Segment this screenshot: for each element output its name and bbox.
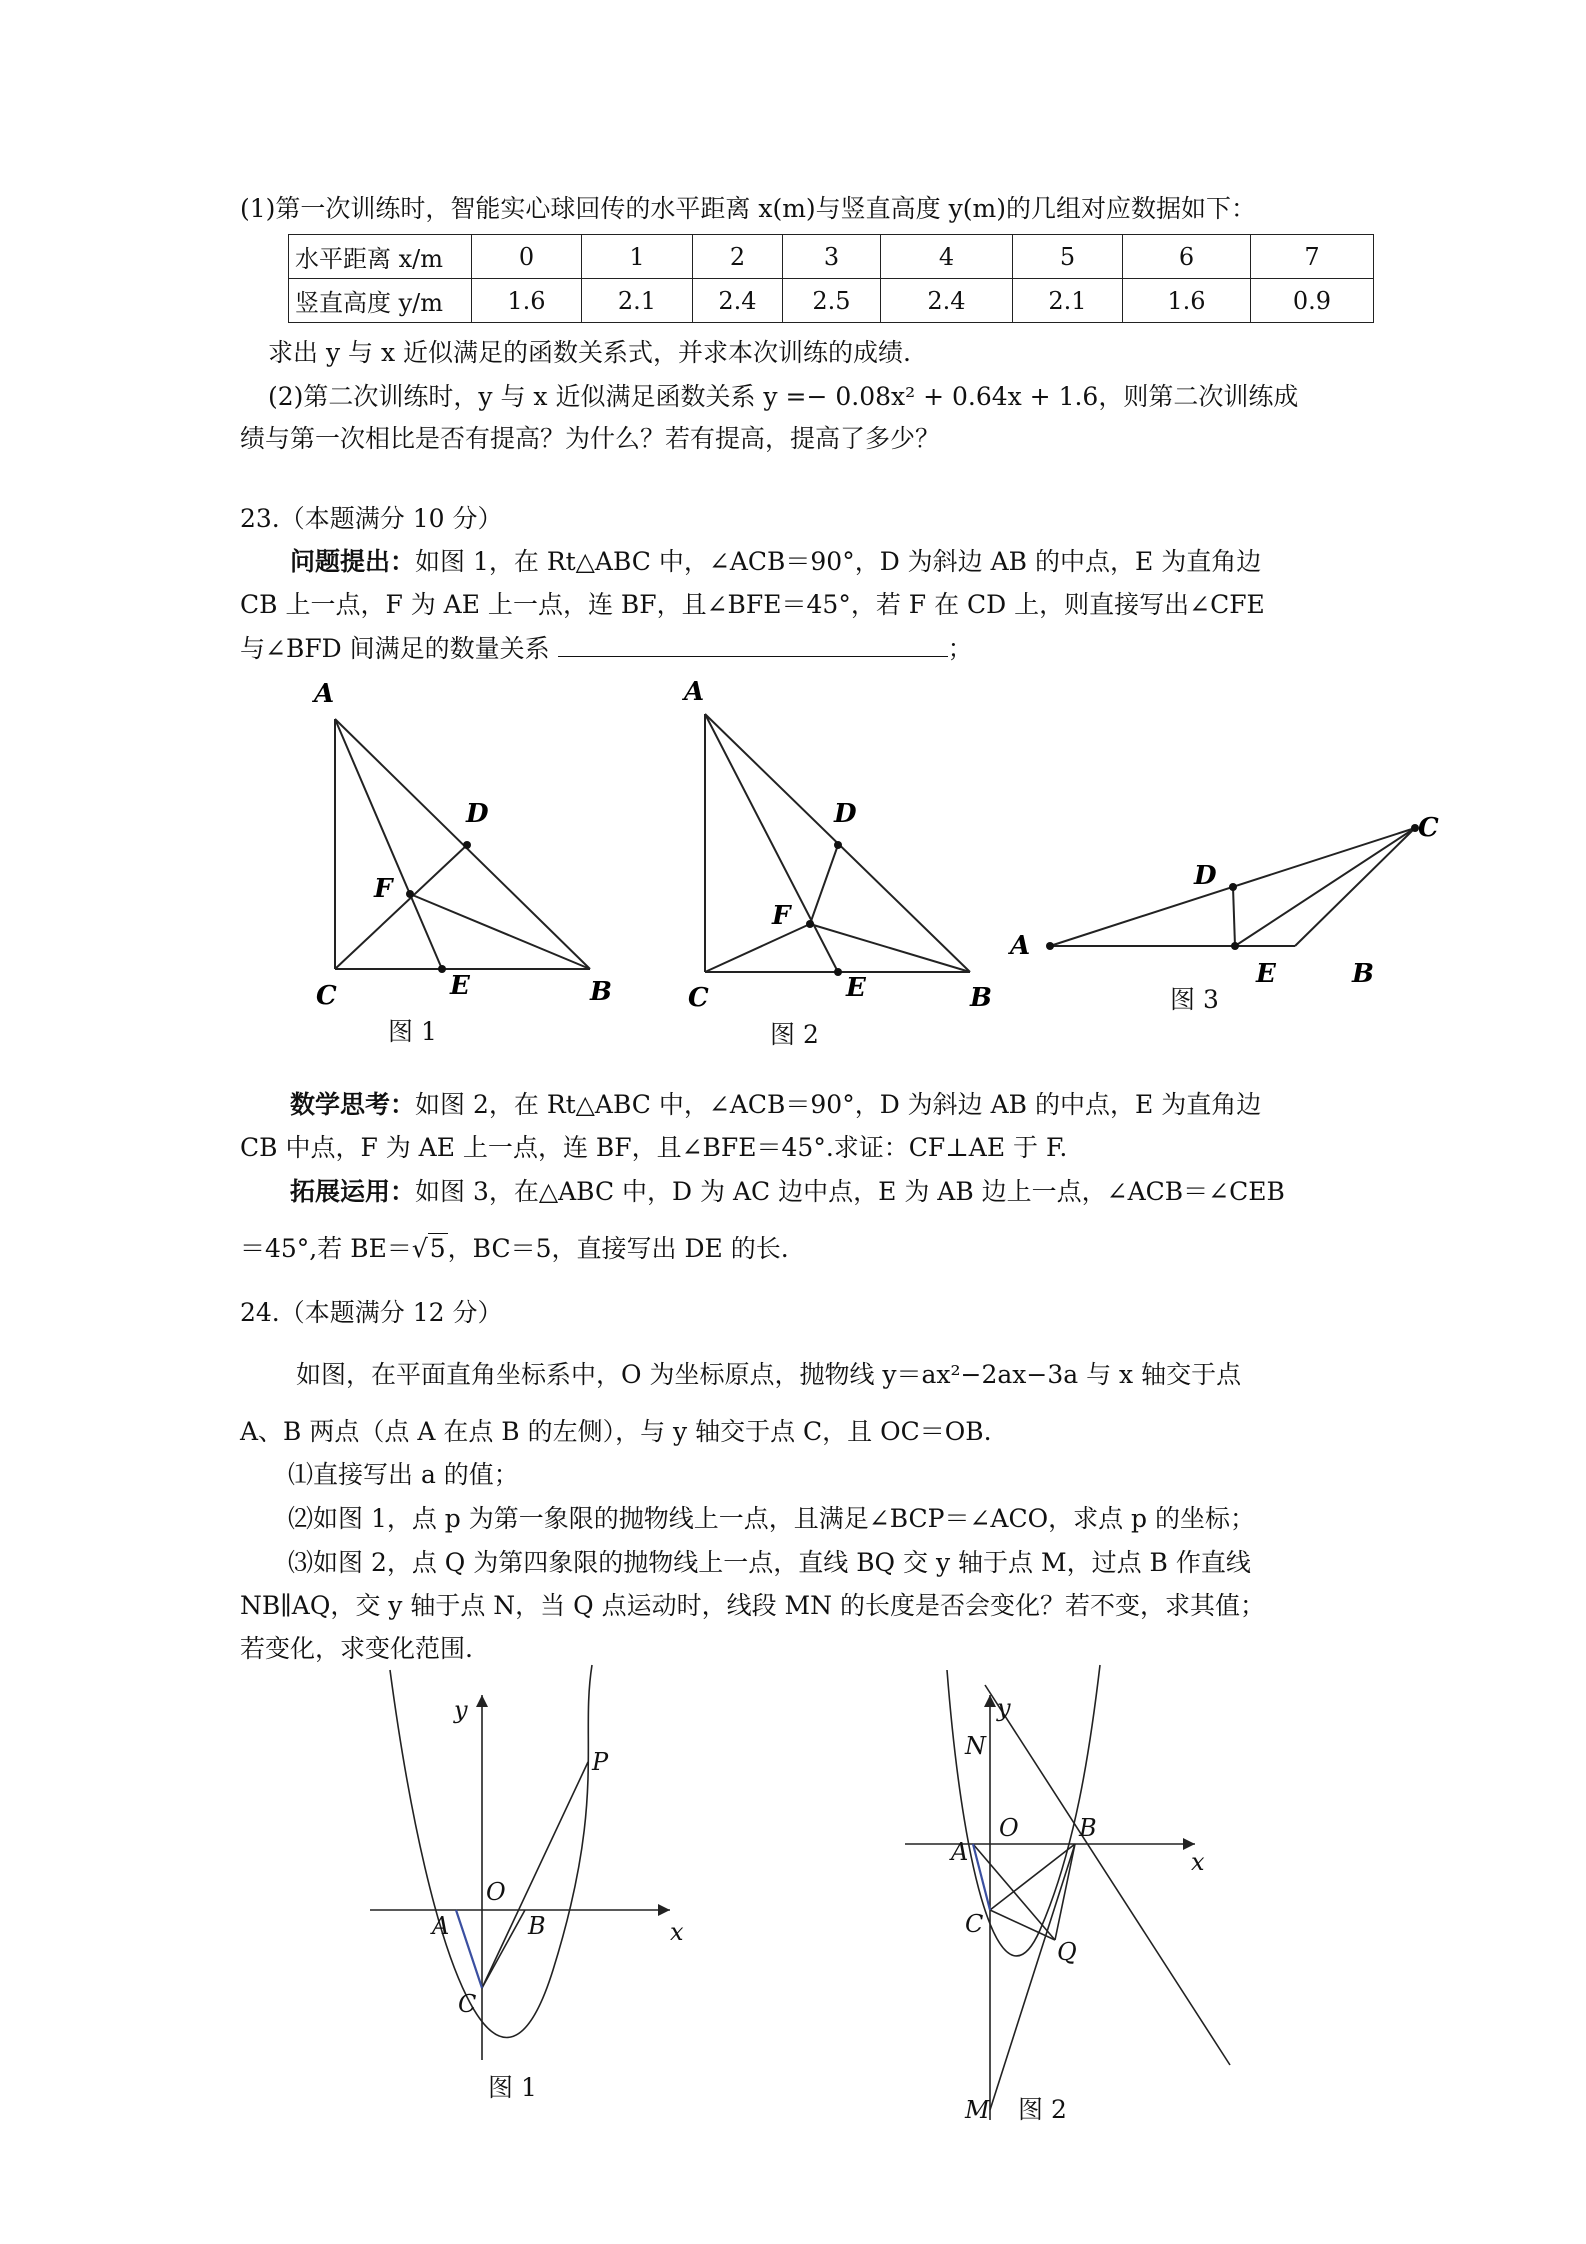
table-cell: 2.1 [582,279,693,323]
q24-fig2-label-a: A [951,1838,969,1866]
fig1-label-d: D [466,799,489,829]
fig3-label-e: E [1256,959,1276,989]
q24-fig1-label-y: y [454,1696,468,1724]
fig2-label-a: A [684,677,705,707]
q24-item1: ⑴直接写出 a 的值； [288,1460,519,1489]
fig1-caption: 图 1 [388,1017,437,1046]
q23-raise-line1 [290,545,1261,579]
raise-end: ； [947,634,973,663]
q24-figure-2 [895,1670,1235,2124]
fig1-label-b: B [590,977,612,1007]
fig2-label-c: C [688,983,709,1013]
q24-fig2-label-y: y [997,1694,1011,1722]
fig2-caption: 图 2 [770,1020,819,1049]
q24-fig1-label-b: B [528,1912,546,1940]
q24-fig2-label-m: M [965,2096,990,2124]
q24-line1: 如图，在平面直角坐标系中，O 为坐标原点，抛物线 y＝ax²−2ax−3a 与 x 轴交于点 [296,1360,1242,1389]
q22-part2-line2: 绩与第一次相比是否有提高？为什么？若有提高，提高了多少？ [240,424,941,453]
table-cell: 6 [1123,235,1251,279]
fig2-label-d: D [834,799,857,829]
q22-part1-intro: (1)第一次训练时，智能实心球回传的水平距离 x(m)与竖直高度 y(m)的几组对应数据如下： [240,194,1256,223]
table-cell: 2.4 [693,279,783,323]
q24-fig2-label-n: N [965,1732,986,1760]
q23-ext-line1 [290,1175,1285,1209]
ext-text1: 如图 3，在△ABC 中，D 为 AC 边中点，E 为 AB 边上一点，∠ACB＝∠CEB [415,1177,1285,1206]
fig2-label-b: B [970,983,992,1013]
q23-raise-line3 [240,630,973,666]
row-x-label: 水平距离 x/m [289,235,472,279]
fig3-caption: 图 3 [1170,985,1219,1014]
ext-title: 拓展运用： [290,1177,416,1206]
q24-fig2-label-c: C [965,1910,984,1938]
q24-fig2-caption: 图 2 [1018,2095,1067,2124]
q23-figure-1 [290,670,630,1011]
q24-fig2-label-b: B [1079,1814,1097,1842]
q24-fig1-label-c: C [458,1990,477,2018]
q24-fig2-label-x: x [1191,1848,1205,1876]
answer-blank [558,630,948,657]
q24-item3-line3: 若变化，求变化范围. [240,1634,473,1663]
raise-text1: 如图 1，在 Rt△ABC 中，∠ACB＝90°，D 为斜边 AB 的中点，E 为直角边 [415,547,1262,576]
table-cell: 5 [1013,235,1123,279]
q23-raise-line2: CB 上一点，F 为 AE 上一点，连 BF，且∠BFE＝45°，若 F 在 CD 上，则直接写出∠CFE [240,590,1265,619]
q24-fig1-label-a: A [432,1912,450,1940]
raise-title: 问题提出： [290,547,416,576]
q24-figure-1 [370,1670,690,2060]
table-cell: 2.1 [1013,279,1123,323]
q23-figure-3 [1010,810,1374,989]
data-table [288,234,1374,323]
q23-think-line1 [290,1088,1261,1122]
table-cell: 1.6 [1123,279,1251,323]
table-cell: 0 [472,235,582,279]
table-row-x [289,235,1374,279]
table-cell: 2.4 [881,279,1013,323]
q24-item2: ⑵如图 1，点 p 为第一象限的抛物线上一点，且满足∠BCP＝∠ACO，求点 p 的坐标； [288,1504,1256,1533]
fig2-label-e: E [846,973,866,1003]
fig3-label-b: B [1352,959,1374,989]
table-cell: 3 [783,235,881,279]
sqrt-radicand: 5 [429,1234,446,1263]
q24-fig2-label-q: Q [1057,1938,1077,1966]
table-cell: 1.6 [472,279,582,323]
table-row-y [289,279,1374,323]
table-cell: 2.5 [783,279,881,323]
sqrt-five: √5 [411,1234,446,1263]
raise-text3: 与∠BFD 间满足的数量关系 [240,634,550,663]
q24-fig1-caption: 图 1 [488,2073,537,2102]
q22-part1-task: 求出 y 与 x 近似满足的函数关系式，并求本次训练的成绩. [268,338,911,367]
ext-text2a: ＝45°,若 BE＝ [240,1234,412,1263]
fig1-label-e: E [450,971,470,1001]
fig3-label-c: C [1418,813,1439,843]
q24-fig1-label-x: x [670,1918,684,1946]
fig1-label-f: F [374,874,393,904]
q23-header: 23.（本题满分 10 分） [240,504,503,533]
q22-part2-line1: (2)第二次训练时，y 与 x 近似满足函数关系 y =− 0.08x² + 0.64x + 1.6，则第二次训练成 [268,382,1299,411]
fig3-label-a: A [1010,931,1031,961]
q24-fig1-label-o: O [486,1878,506,1906]
q23-figure-2 [680,670,1010,1013]
q24-fig2-label-o: O [999,1814,1019,1842]
think-title: 数学思考： [290,1090,416,1119]
q24-line2: A、B 两点（点 A 在点 B 的左侧），与 y 轴交于点 C，且 OC＝OB. [240,1417,992,1446]
fig2-label-f: F [772,901,791,931]
ext-text2b: ，BC＝5，直接写出 DE 的长. [447,1234,789,1263]
table-cell: 2 [693,235,783,279]
q23-figure-3-label-c [1418,808,1458,848]
q24-item3-line2: NB∥AQ，交 y 轴于点 N，当 Q 点运动时，线段 MN 的长度是否会变化？若不变，求其值； [240,1591,1265,1620]
q23-think-line2: CB 中点，F 为 AE 上一点，连 BF，且∠BFE＝45°.求证：CF⊥AE 于 F. [240,1133,1068,1162]
table-cell: 7 [1251,235,1374,279]
fig1-label-a: A [314,679,335,709]
think-text1: 如图 2，在 Rt△ABC 中，∠ACB＝90°，D 为斜边 AB 的中点，E 为直角边 [415,1090,1262,1119]
q23-ext-line2 [240,1232,789,1266]
q24-fig1-label-p: P [592,1748,609,1776]
fig1-label-c: C [316,981,337,1011]
q24-header: 24.（本题满分 12 分） [240,1298,503,1327]
table-cell: 1 [582,235,693,279]
table-cell: 0.9 [1251,279,1374,323]
table-cell: 4 [881,235,1013,279]
fig3-label-d: D [1194,861,1217,891]
row-y-label: 竖直高度 y/m [289,279,472,323]
q24-item3-line1: ⑶如图 2，点 Q 为第四象限的抛物线上一点，直线 BQ 交 y 轴于点 M，过点 B 作直线 [288,1548,1251,1577]
